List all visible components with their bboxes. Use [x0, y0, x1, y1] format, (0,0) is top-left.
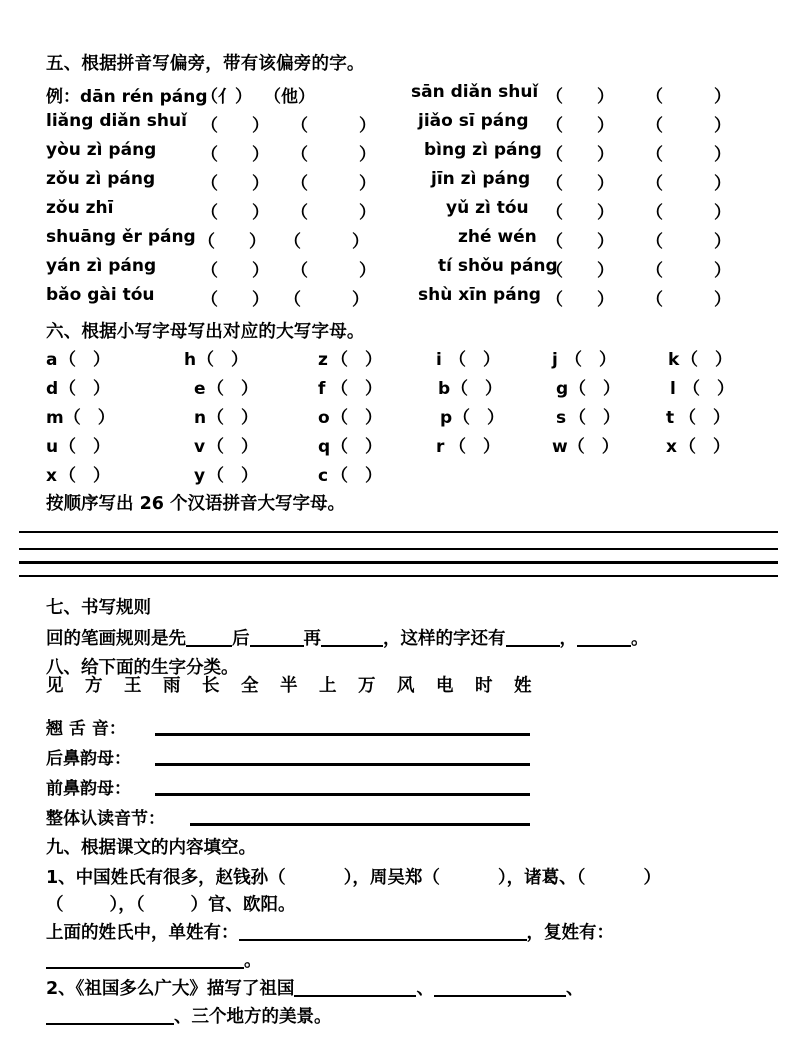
letter-cell[interactable]: [436, 432, 500, 457]
answer-paren: （ ）: [681, 350, 732, 370]
letter-cell[interactable]: [46, 403, 115, 428]
item1-text-part-4: ）: [643, 868, 661, 888]
rule-text-part-1: 回的笔画规则是先: [46, 629, 186, 649]
answer-paren: （ ）: [453, 408, 504, 428]
pinyin-label-left: zǒu zhī: [46, 198, 114, 218]
page-divider-line-2: [19, 548, 778, 550]
answer-paren: （ ）: [683, 379, 734, 399]
item2-text-part-3: 、: [565, 979, 584, 999]
category-blank-front-nasal[interactable]: [155, 793, 530, 796]
vocab-char: 半: [280, 676, 298, 696]
answer-paren: （ ）: [451, 379, 502, 399]
letter-cell[interactable]: [666, 432, 730, 457]
answer-paren-1[interactable]: （ ）: [201, 290, 269, 310]
lowercase-letter: l: [670, 379, 676, 399]
lowercase-letter: a: [46, 350, 58, 370]
pinyin-label-left: 例：dān rén páng: [46, 87, 208, 107]
item1-text-part-2: ），周吴郑（: [343, 868, 440, 888]
pinyin-label-left: bǎo gài tóu: [46, 285, 155, 305]
answer-paren: （ ）: [207, 379, 258, 399]
pinyin-label-right: sān diǎn shuǐ: [411, 82, 539, 102]
answer-paren: （ ）: [59, 379, 110, 399]
lowercase-letter: x: [666, 437, 677, 457]
pinyin-label-right: shù xīn páng: [418, 285, 541, 305]
answer-paren: （ ）: [207, 466, 258, 486]
lowercase-letter: u: [46, 437, 59, 457]
answer-paren: （ ）: [59, 466, 110, 486]
category-label-whole-syllable: 整体认读音节：: [46, 809, 165, 829]
section-five-row: [46, 256, 766, 285]
section-five-row: [46, 111, 766, 140]
answer-paren: （ ）: [59, 437, 110, 457]
item1-text-part-3: ），诸葛、（: [497, 868, 586, 888]
item1-text-part-6: ），（: [109, 895, 145, 915]
section-five-row: [46, 82, 766, 111]
letter-cell[interactable]: [194, 403, 258, 428]
answer-paren-3[interactable]: （ ）: [546, 145, 614, 165]
answer-paren: （ ）: [449, 437, 500, 457]
lowercase-letter: p: [440, 408, 453, 428]
lowercase-letter: e: [194, 379, 206, 399]
answer-paren: （ ）: [679, 437, 730, 457]
answer-paren: （ ）: [331, 350, 382, 370]
item1-text-part-8: 上面的姓氏中，单姓有：: [46, 923, 239, 943]
answer-paren-3[interactable]: （ ）: [546, 174, 614, 194]
rule-text-part-2: 后: [232, 629, 250, 649]
lowercase-letter: m: [46, 408, 64, 428]
answer-paren: （ ）: [331, 408, 382, 428]
letter-cell[interactable]: [46, 345, 110, 370]
letter-cell[interactable]: [436, 345, 500, 370]
answer-paren: （ ）: [449, 350, 500, 370]
section-five-row: [46, 169, 766, 198]
lowercase-letter: o: [318, 408, 330, 428]
pinyin-label-right: jiǎo sī páng: [418, 111, 529, 131]
rule-blank-3[interactable]: [321, 633, 383, 647]
answer-paren-2[interactable]: （ ）: [284, 232, 369, 252]
section-six-row: [46, 374, 766, 403]
answer-paren: （ ）: [197, 350, 248, 370]
vocab-char: 长: [202, 676, 220, 696]
pinyin-label-right: bìng zì páng: [424, 140, 542, 160]
rule-blank-1[interactable]: [186, 633, 232, 647]
pinyin-label-left: zǒu zì páng: [46, 169, 156, 189]
rule-text-part-4: ，这样的字还有: [383, 629, 506, 649]
answer-paren-1[interactable]: （ ）: [201, 116, 269, 136]
letter-cell[interactable]: [184, 345, 248, 370]
vocab-char: 见: [46, 676, 64, 696]
compound-surname-blank[interactable]: [46, 955, 244, 969]
category-label-retroflex: 翘 舌 音：: [46, 719, 126, 739]
rule-text-part-3: 再: [303, 629, 321, 649]
answer-paren-2[interactable]: （ ）: [291, 261, 376, 281]
lowercase-letter: j: [552, 350, 558, 370]
letter-cell[interactable]: [552, 432, 619, 457]
answer-paren-1[interactable]: （ ）: [201, 174, 269, 194]
category-blank-retroflex[interactable]: [155, 733, 530, 736]
rule-blank-5[interactable]: [577, 633, 631, 647]
lowercase-letter: y: [194, 466, 206, 486]
answer-paren: （ ）: [567, 437, 619, 457]
letter-cell[interactable]: [194, 374, 258, 399]
answer-paren-1[interactable]: （ ）: [201, 203, 269, 223]
lowercase-letter: i: [436, 350, 442, 370]
rule-blank-2[interactable]: [250, 633, 304, 647]
lowercase-letter: f: [318, 379, 326, 399]
section-six-heading: 六、根据小写字母写出对应的大写字母。: [46, 322, 365, 342]
answer-paren: （ ）: [207, 437, 258, 457]
item1-text-part-1: 1、中国姓氏有很多，赵钱孙（: [46, 868, 286, 888]
pinyin-label-left: shuāng ěr páng: [46, 227, 196, 247]
letter-cell[interactable]: [556, 403, 620, 428]
page-divider-line-4: [19, 575, 778, 577]
rule-text-part-5: ，: [559, 629, 577, 649]
section-nine-item2-line2: [46, 1003, 332, 1028]
letter-cell[interactable]: [438, 374, 502, 399]
letter-cell[interactable]: [318, 345, 382, 370]
vocab-char: 时: [475, 676, 493, 696]
vocab-char: 风: [397, 676, 415, 696]
section-six-row: [46, 345, 766, 374]
section-five-row: [46, 227, 766, 256]
lowercase-letter: g: [556, 379, 569, 399]
answer-paren: （ ）: [569, 408, 620, 428]
item2-blank-3[interactable]: [46, 1011, 174, 1025]
section-nine-item1-line1: [46, 864, 661, 889]
letter-cell[interactable]: [46, 461, 110, 486]
lowercase-letter: q: [318, 437, 331, 457]
vocab-char: 王: [124, 676, 142, 696]
rule-text-part-6: 。: [631, 629, 649, 649]
letter-cell[interactable]: [318, 461, 382, 486]
answer-paren-2[interactable]: （ ）: [291, 174, 376, 194]
section-nine-heading: 九、根据课文的内容填空。: [46, 838, 256, 858]
lowercase-letter: t: [666, 408, 675, 428]
section-nine-item2-line1: [46, 975, 583, 1000]
answer-paren-4[interactable]: （ ）: [646, 290, 731, 310]
lowercase-letter: r: [436, 437, 445, 457]
section-nine-item1-line3: [46, 919, 614, 944]
answer-paren: （ ）: [331, 379, 382, 399]
category-blank-back-nasal[interactable]: [155, 763, 530, 766]
letter-cell[interactable]: [318, 432, 382, 457]
pinyin-label-left: liǎng diǎn shuǐ: [46, 111, 187, 131]
answer-paren-4[interactable]: （ ）: [646, 261, 731, 281]
answer-paren: （ ）: [207, 408, 258, 428]
item2-text-part-4: 、三个地方的美景。: [174, 1007, 332, 1027]
lowercase-letter: s: [556, 408, 567, 428]
answer-paren-4[interactable]: （ ）: [646, 203, 731, 223]
single-surname-blank[interactable]: [239, 927, 527, 941]
answer-paren-4[interactable]: （ ）: [646, 145, 731, 165]
section-six-row: [46, 403, 766, 432]
vocab-char: 雨: [163, 676, 181, 696]
lowercase-letter: b: [438, 379, 451, 399]
answer-paren-3[interactable]: （ ）: [546, 290, 614, 310]
letter-cell[interactable]: [552, 345, 616, 370]
section-seven-rule-line: [46, 625, 649, 650]
vocab-char: 电: [436, 676, 454, 696]
letter-cell[interactable]: [194, 461, 258, 486]
section-nine-item1-line2: [46, 891, 296, 916]
section-five-heading: 五、根据拼音写偏旁，带有该偏旁的字。: [46, 54, 365, 74]
lowercase-letter: d: [46, 379, 59, 399]
answer-paren-1[interactable]: （ ）: [201, 261, 269, 281]
answer-paren-3[interactable]: （ ）: [546, 261, 614, 281]
answer-paren: （ ）: [59, 350, 110, 370]
section-six-row: [46, 461, 766, 490]
pinyin-label-left: yán zì páng: [46, 256, 157, 276]
item2-text-part-2: 、: [416, 979, 434, 999]
category-label-back-nasal: 后鼻韵母：: [46, 749, 131, 769]
answer-paren-2[interactable]: （ ）: [284, 290, 369, 310]
section-six-rows: [46, 345, 766, 490]
answer-paren-1[interactable]: （亻）: [201, 87, 252, 107]
answer-paren-3[interactable]: （ ）: [546, 116, 614, 136]
letter-cell[interactable]: [194, 432, 258, 457]
section-five-row: [46, 198, 766, 227]
section-eight-character-list: [46, 672, 553, 697]
lowercase-letter: w: [552, 437, 568, 457]
section-five-rows: [46, 82, 766, 314]
pinyin-label-left: yòu zì páng: [46, 140, 157, 160]
answer-paren: （ ）: [679, 408, 730, 428]
letter-cell[interactable]: [46, 432, 110, 457]
section-five-row: [46, 285, 766, 314]
item1-text-part-7: ）官、欧阳。: [190, 895, 296, 915]
answer-paren-2[interactable]: （他）: [264, 87, 315, 107]
category-label-front-nasal: 前鼻韵母：: [46, 779, 131, 799]
lowercase-letter: n: [194, 408, 207, 428]
answer-paren-4[interactable]: （ ）: [646, 87, 731, 107]
answer-paren-2[interactable]: （ ）: [291, 116, 376, 136]
lowercase-letter: h: [184, 350, 197, 370]
lowercase-letter: x: [46, 466, 57, 486]
answer-paren-4[interactable]: （ ）: [646, 232, 731, 252]
item1-text-part-9: ，复姓有：: [526, 923, 614, 943]
letter-cell[interactable]: [668, 345, 732, 370]
answer-paren-1[interactable]: （ ）: [198, 232, 266, 252]
answer-paren: （ ）: [331, 437, 382, 457]
pinyin-label-right: tí shǒu páng: [438, 256, 558, 276]
page-divider-line-1: [19, 531, 778, 533]
section-six-footer: 按顺序写出 26 个汉语拼音大写字母。: [46, 494, 346, 514]
letter-cell[interactable]: [670, 374, 734, 399]
pinyin-label-right: yǔ zì tóu: [446, 198, 529, 218]
letter-cell[interactable]: [318, 403, 382, 428]
letter-cell[interactable]: [556, 374, 620, 399]
answer-paren-3[interactable]: （ ）: [546, 203, 614, 223]
section-eight-heading: 八、给下面的生字分类。: [46, 658, 239, 678]
section-six-row: [46, 432, 766, 461]
lowercase-letter: c: [318, 466, 329, 486]
section-seven-heading: 七、书写规则: [46, 598, 151, 618]
page-divider-line-3: [19, 561, 778, 564]
item2-blank-2[interactable]: [434, 983, 566, 997]
letter-cell[interactable]: [440, 403, 504, 428]
category-blank-whole-syllable[interactable]: [190, 823, 530, 826]
rule-blank-4[interactable]: [506, 633, 560, 647]
answer-paren-3[interactable]: （ ）: [546, 232, 614, 252]
vocab-char: 方: [85, 676, 103, 696]
answer-paren-1[interactable]: （ ）: [201, 145, 269, 165]
vocab-char: 万: [358, 676, 376, 696]
answer-paren: （ ）: [565, 350, 616, 370]
lowercase-letter: k: [668, 350, 680, 370]
letter-cell[interactable]: [666, 403, 730, 428]
vocab-char: 上: [319, 676, 337, 696]
letter-cell[interactable]: [318, 374, 382, 399]
answer-paren-2[interactable]: （ ）: [291, 203, 376, 223]
item1-text-part-10: 。: [244, 951, 262, 971]
vocab-char: 姓: [514, 676, 532, 696]
lowercase-letter: z: [318, 350, 328, 370]
lowercase-letter: v: [194, 437, 206, 457]
answer-paren-3[interactable]: （ ）: [546, 87, 614, 107]
pinyin-label-right: zhé wén: [458, 227, 537, 247]
section-five-row: [46, 140, 766, 169]
answer-paren: （ ）: [569, 379, 620, 399]
item1-text-part-5: （: [46, 895, 64, 915]
vocab-char: 全: [241, 676, 259, 696]
answer-paren-4[interactable]: （ ）: [646, 174, 731, 194]
item2-blank-1[interactable]: [294, 983, 416, 997]
letter-cell[interactable]: [46, 374, 110, 399]
answer-paren: （ ）: [331, 466, 382, 486]
pinyin-label-right: jīn zì páng: [431, 169, 531, 189]
answer-paren: （ ）: [63, 408, 115, 428]
answer-paren-4[interactable]: （ ）: [646, 116, 731, 136]
item2-text-part-1: 2、《祖国多么广大》描写了祖国: [46, 979, 295, 999]
section-nine-item1-line4: [46, 947, 262, 972]
answer-paren-2[interactable]: （ ）: [291, 145, 376, 165]
